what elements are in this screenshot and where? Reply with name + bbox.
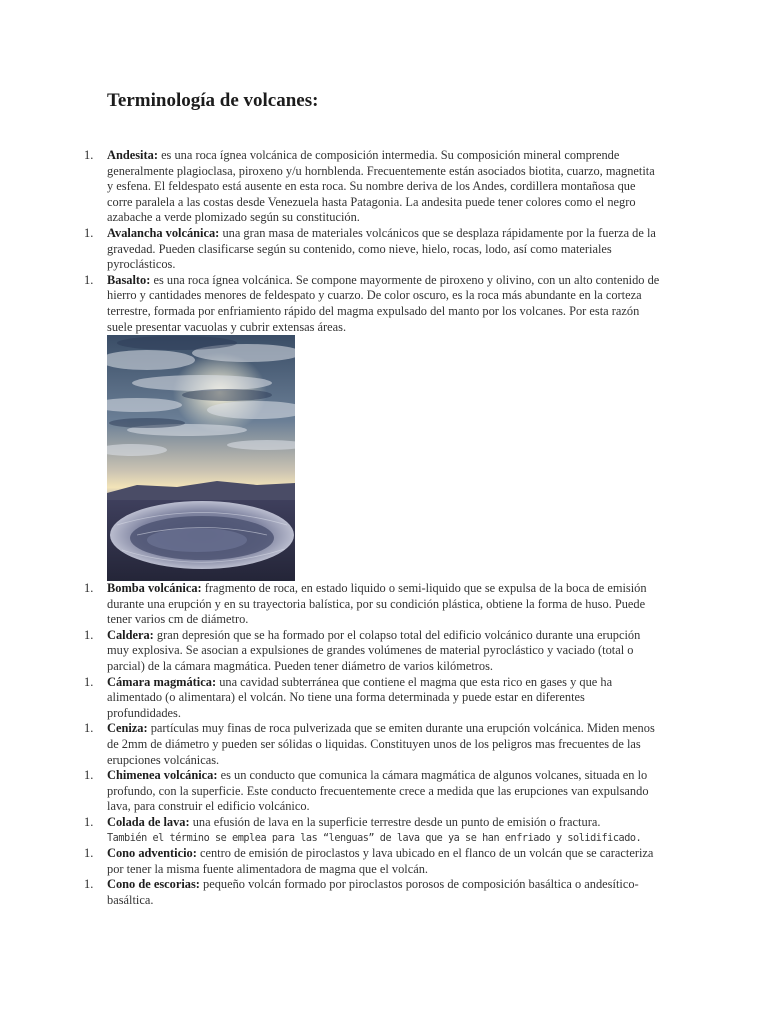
term-label: Caldera: (107, 627, 154, 642)
list-item (0, 877, 768, 908)
page-title: Terminología de volcanes: (107, 90, 319, 111)
term-label: Ceniza: (107, 721, 148, 736)
term-label: Basalto: (107, 272, 151, 287)
list-item (0, 628, 768, 675)
list-number: 1. (84, 627, 94, 642)
list-item (0, 815, 768, 846)
term-definition: es una roca ígnea volcánica de composición intermedia. Su composición mineral comprende generalmente plagioclasa, piroxeno y/u hornblenda. Frecuentemente están asociados biotita, cuarzo, magnetita y esfena. El feldespato está ausente en esta roca. Su nombre deriva de los Andes, cordillera montañosa que corre paralela a las costas desde Venezuela hasta Patagonia. La andesita puede tener colores como el negro azabache a verde plomizado según su constitución. (107, 148, 655, 225)
term-label: Cámara magmática: (107, 674, 217, 689)
term-definition: una efusión de lava en la superficie terrestre desde un punto de emisión o fractura. (192, 814, 601, 829)
list-number: 1. (84, 721, 94, 736)
list-number: 1. (84, 846, 94, 861)
list-number: 1. (84, 768, 94, 783)
term-definition: una cavidad subterránea que contiene el magma que esta rico en gases y que ha alimentado (o alimentara) el volcán. No tiene una forma determinada y puede estar en diferentes profundidades. (107, 674, 613, 720)
glossary-list (0, 581, 768, 908)
term-label: Cono adventicio: (107, 846, 197, 861)
list-number: 1. (84, 877, 94, 892)
list-item (0, 148, 768, 226)
list-item (0, 226, 768, 273)
list-number: 1. (84, 581, 94, 595)
term-label: Cono de escorias: (107, 877, 200, 892)
list-number: 1. (84, 674, 94, 689)
term-definition: es una roca ígnea volcánica. Se compone mayormente de piroxeno y olivino, con un alto contenido de hierro y cantidades menores de feldespato y cuarzo. De color oscuro, es la roca más abundante en la corteza terrestre, formada por enfriamiento rápido del magma expulsado del manto por los volcanes. Por esta razón suele presentar vacuolas y cubrir extensas áreas. (107, 272, 660, 334)
term-label: Chimenea volcánica: (107, 768, 218, 783)
term-label: Andesita: (107, 148, 158, 162)
term-label: Colada de lava: (107, 814, 190, 829)
term-definition-extra: También el término se emplea para las “lenguas” de lava que ya se han enfriado y solidificado. (107, 832, 642, 844)
list-number: 1. (84, 225, 94, 240)
term-definition: una gran masa de materiales volcánicos que se desplaza rápidamente por la fuerza de la gravedad. Pueden clasificarse según su contenido, como nieve, hielo, rocas, lodo, así como materiales pyroclásticos. (107, 225, 656, 272)
list-item (0, 846, 768, 877)
list-item (0, 721, 768, 768)
list-number: 1. (84, 272, 94, 287)
list-item (0, 581, 768, 628)
volcano-crater-photo (107, 335, 295, 581)
term-label: Avalancha volcánica: (107, 225, 220, 240)
term-definition: gran depresión que se ha formado por el colapso total del edificio volcánico durante una erupción muy explosiva. Se asocian a expulsiones de grandes volúmenes de material pyroclástico y vaciado (total o parcial) de la cámara magmática. Pueden tener diámetro de varios kilómetros. (107, 627, 641, 673)
list-number: 1. (84, 148, 94, 162)
term-definition: pequeño volcán formado por piroclastos porosos de composición basáltica o andesítico-basáltica. (107, 877, 639, 907)
term-definition: fragmento de roca, en estado liquido o semi-liquido que se expulsa de la boca de emisión durante una erupción y en su trayectoria balística, por su condición plástica, obtiene la forma de huso. Puede tener varios cm de diámetro. (107, 581, 647, 627)
term-definition: es un conducto que comunica la cámara magmática de algunos volcanes, situada en lo profundo, con la superficie. Este conducto frecuentemente crece a medida que las erupciones van expulsando lava, para construir el edificio volcánico. (107, 768, 649, 814)
list-number: 1. (84, 814, 94, 829)
term-definition: partículas muy finas de roca pulverizada que se emiten durante una erupción volcánica. Miden menos de 2mm de diámetro y pueden ser sólidas o liquidas. Constituyen unos de los peligros mas frecuentes de las erupciones volcánicas. (107, 721, 655, 767)
term-label: Bomba volcánica: (107, 581, 202, 595)
glossary-list (0, 148, 768, 335)
list-item (0, 675, 768, 722)
list-item (0, 768, 768, 815)
list-item (0, 273, 768, 335)
term-definition: centro de emisión de piroclastos y lava ubicado en el flanco de un volcán que se caracteriza por tener la misma fuente alimentadora de magma que el volcán. (107, 846, 654, 876)
